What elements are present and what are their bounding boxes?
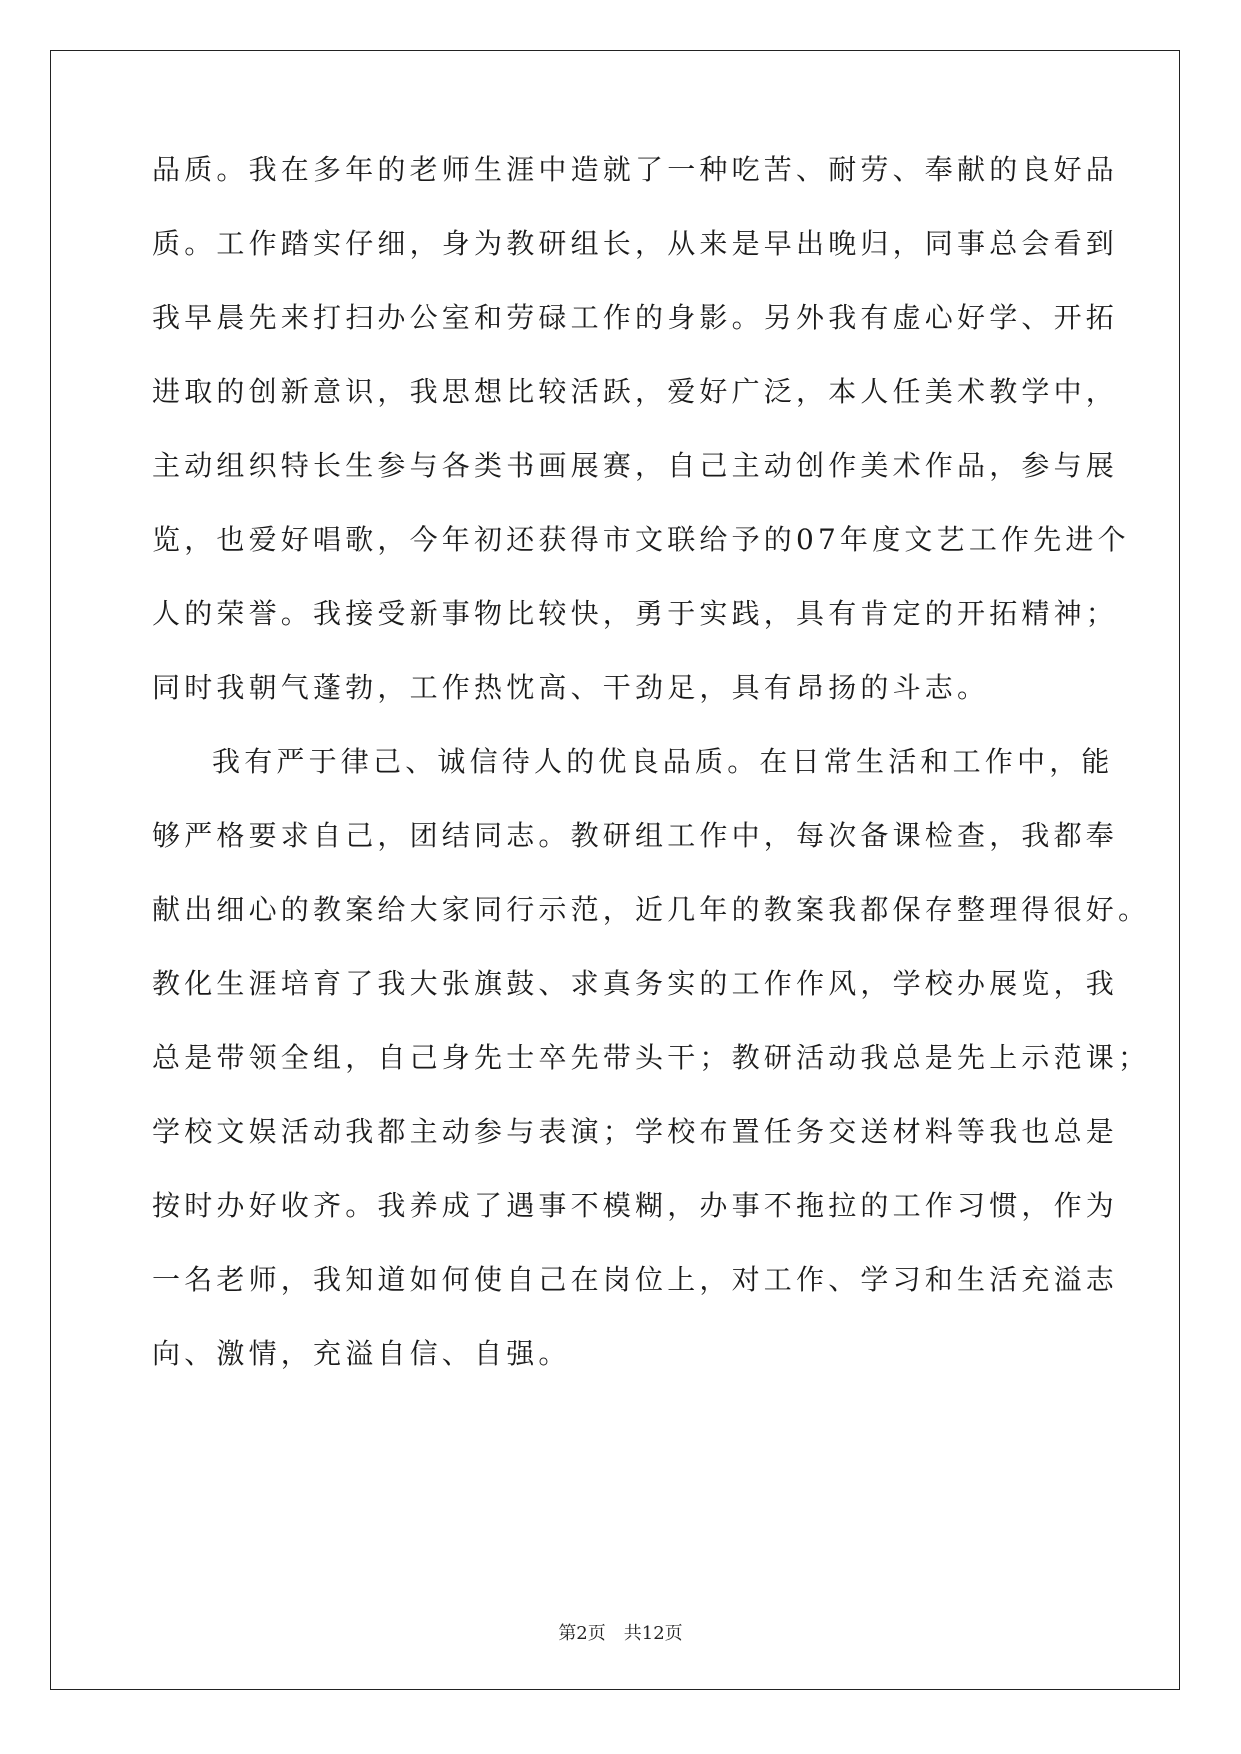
text-line: 进取的创新意识，我思想比较活跃，爱好广泛，本人任美术教学中， [152, 375, 1119, 408]
text-line: 献出细心的教案给大家同行示范，近几年的教案我都保存整理得很好。 [152, 893, 1151, 926]
text-line: 览，也爱好唱歌，今年初还获得市文联给予的07年度文艺工作先进个 [152, 523, 1130, 556]
page-border [50, 50, 1180, 1690]
text-line: 品质。我在多年的老师生涯中造就了一种吃苦、耐劳、奉献的良好品 [152, 153, 1119, 186]
text-line: 总是带领全组，自己身先士卒先带头干；教研活动我总是先上示范课； [152, 1041, 1151, 1074]
paragraph-first-line: 我有严于律己、诚信待人的优良品质。在日常生活和工作中，能 [212, 745, 1114, 778]
page-number-total: 共12页 [623, 1623, 683, 1644]
text-line: 按时办好收齐。我养成了遇事不模糊，办事不拖拉的工作习惯，作为 [152, 1189, 1119, 1222]
text-line: 学校文娱活动我都主动参与表演；学校布置任务交送材料等我也总是 [152, 1115, 1119, 1148]
text-line: 教化生涯培育了我大张旗鼓、求真务实的工作作风，学校办展览，我 [152, 967, 1119, 1000]
page-footer [0, 1622, 1241, 1646]
text-line: 向、激情，充溢自信、自强。 [152, 1337, 571, 1370]
text-line: 人的荣誉。我接受新事物比较快，勇于实践，具有肯定的开拓精神； [152, 597, 1119, 630]
text-line: 一名老师，我知道如何使自己在岗位上，对工作、学习和生活充溢志 [152, 1263, 1119, 1296]
text-line: 我早晨先来打扫办公室和劳碌工作的身影。另外我有虚心好学、开拓 [152, 301, 1119, 334]
page-number-current: 第2页 [558, 1623, 606, 1644]
text-line: 质。工作踏实仔细，身为教研组长，从来是早出晚归，同事总会看到 [152, 227, 1119, 260]
text-line: 够严格要求自己，团结同志。教研组工作中，每次备课检查，我都奉 [152, 819, 1119, 852]
text-line: 主动组织特长生参与各类书画展赛，自己主动创作美术作品，参与展 [152, 449, 1119, 482]
text-line: 同时我朝气蓬勃，工作热忱高、干劲足，具有昂扬的斗志。 [152, 671, 990, 704]
